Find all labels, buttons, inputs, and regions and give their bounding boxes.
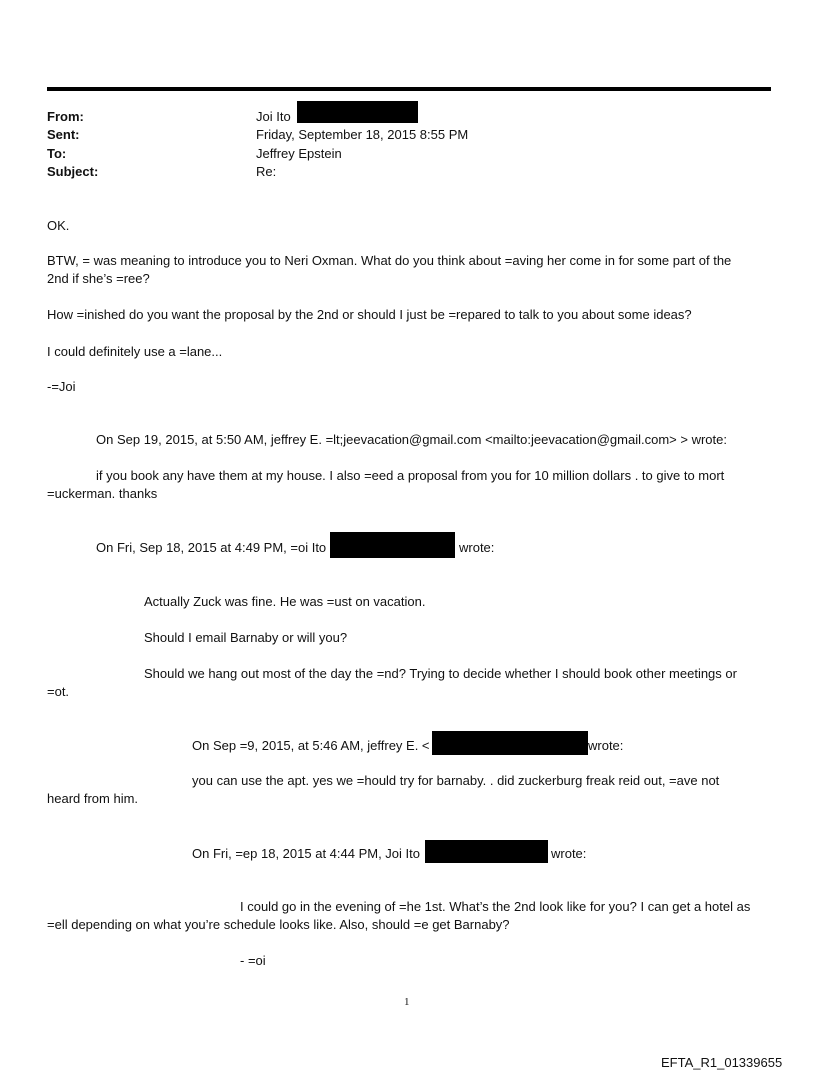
body-paragraph: BTW, = was meaning to introduce you to Neri Oxman. What do you think about =aving her come in for some part of the [47, 253, 732, 268]
quote-intro: On Sep 19, 2015, at 5:50 AM, jeffrey E. =lt;jeevacation@gmail.com <mailto:jeevacation@gmail.com> > wrote: [96, 432, 727, 447]
quote-text: =ot. [47, 684, 70, 699]
redaction-box [425, 840, 548, 863]
body-paragraph: How =inished do you want the proposal by the 2nd or should I just be =repared to talk to you about some ideas? [47, 307, 692, 322]
from-value: Joi Ito [256, 109, 291, 124]
quote-text: if you book any have them at my house. I also =eed a proposal from you for 10 million dollars . to give to mort [96, 468, 725, 483]
body-paragraph: I could definitely use a =lane... [47, 344, 223, 359]
quote-text: you can use the apt. yes we =hould try for barnaby. . did zuckerburg freak reid out, =ave not [192, 773, 720, 788]
from-label: From: [47, 109, 84, 124]
subject-value: Re: [256, 164, 277, 179]
quote-intro-wrote: wrote: [588, 738, 624, 753]
signature: -=Joi [47, 379, 76, 394]
body-paragraph: 2nd if she’s =ree? [47, 271, 150, 286]
quote-text: =uckerman. thanks [47, 486, 158, 501]
redaction-box [297, 101, 418, 123]
body-paragraph: OK. [47, 218, 70, 233]
to-value: Jeffrey Epstein [256, 146, 342, 161]
page-number: 1 [404, 996, 410, 1008]
quote-intro-wrote: wrote: [551, 846, 587, 861]
to-label: To: [47, 146, 67, 161]
signature: - =oi [240, 953, 266, 968]
quote-intro: On Fri, =ep 18, 2015 at 4:44 PM, Joi Ito [192, 846, 420, 861]
quote-text: I could go in the evening of =he 1st. What’s the 2nd look like for you? I can get a hotel as [240, 899, 751, 914]
subject-label: Subject: [47, 164, 99, 179]
quote-intro: On Fri, Sep 18, 2015 at 4:49 PM, =oi Ito [96, 540, 327, 555]
sent-label: Sent: [47, 127, 80, 142]
document-id: EFTA_R1_01339655 [661, 1055, 783, 1070]
redaction-box [330, 532, 455, 558]
quote-text: Should I email Barnaby or will you? [144, 630, 348, 645]
sent-value: Friday, September 18, 2015 8:55 PM [256, 127, 469, 142]
quote-text: heard from him. [47, 791, 139, 806]
quote-text: Actually Zuck was fine. He was =ust on vacation. [144, 594, 426, 609]
quote-text: Should we hang out most of the day the =nd? Trying to decide whether I should book other meetings or [144, 666, 737, 681]
quote-text: =ell depending on what you’re schedule looks like. Also, should =e get Barnaby? [47, 917, 510, 932]
header-rule [47, 87, 771, 91]
quote-intro: On Sep =9, 2015, at 5:46 AM, jeffrey E. < [192, 738, 430, 753]
quote-intro-wrote: wrote: [459, 540, 495, 555]
redaction-box [432, 731, 588, 755]
